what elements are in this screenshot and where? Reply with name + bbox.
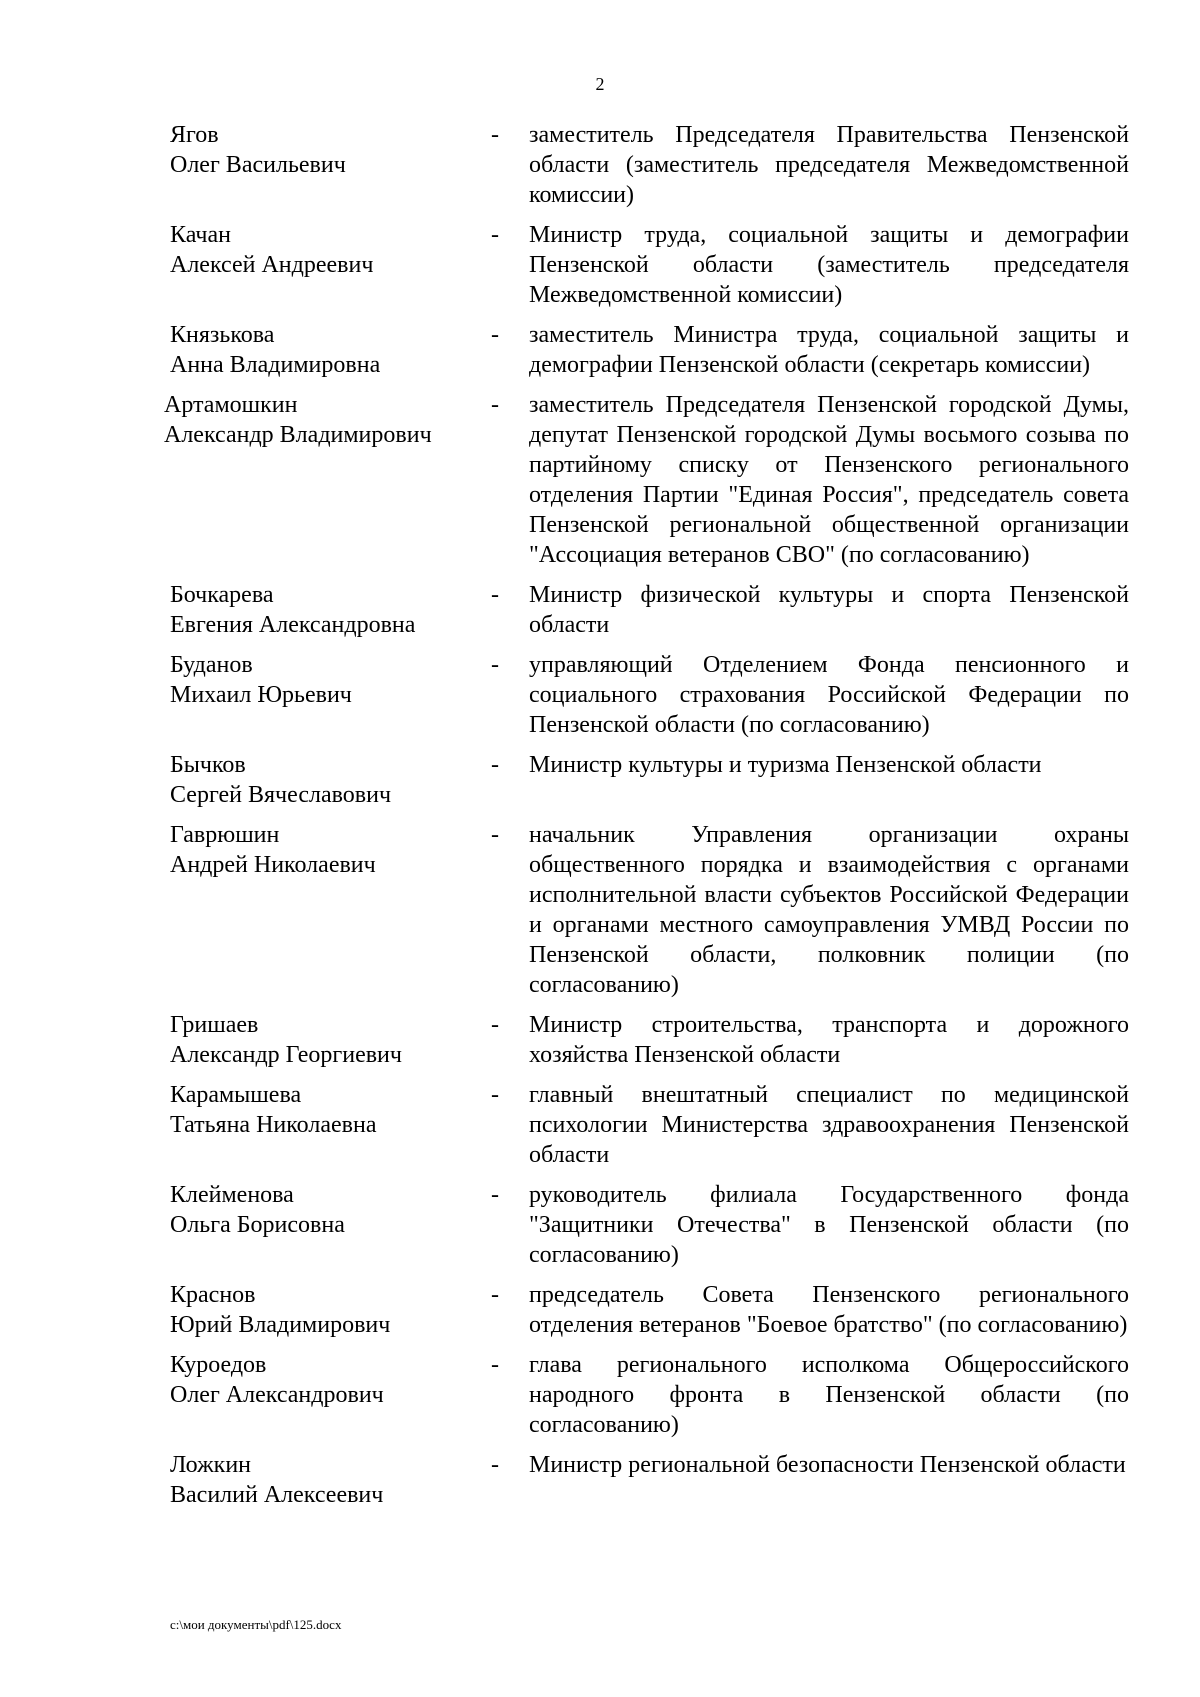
member-role: начальник Управления организации охраны общественного порядка и взаимодействия с органами исполнительной власти субъектов Российской Федерации и органами местного самоуправления УМВД России по Пензенской области, полковник полиции (по согласованию): [529, 822, 1129, 998]
member-role: Министр культуры и туризма Пензенской области: [529, 752, 1042, 778]
member-role: Министр региональной безопасности Пензенской области: [529, 1452, 1126, 1478]
member-row: [170, 320, 1130, 380]
member-dash: -: [491, 1352, 499, 1378]
member-surname: Князькова: [170, 322, 275, 348]
member-row: [170, 1450, 1130, 1510]
member-name: [170, 580, 490, 640]
member-given-names: Ольга Борисовна: [170, 1212, 345, 1238]
member-dash: -: [491, 1282, 499, 1308]
member-surname: Буданов: [170, 652, 253, 678]
member-row: [170, 650, 1130, 740]
member-name: [170, 220, 490, 280]
member-given-names: Михаил Юрьевич: [170, 682, 352, 708]
member-given-names: Алексей Андреевич: [170, 252, 374, 278]
member-given-names: Андрей Николаевич: [170, 852, 376, 878]
member-row: [164, 390, 1130, 570]
member-given-names: Татьяна Николаевна: [170, 1112, 377, 1138]
member-list: [164, 120, 1130, 1520]
member-name: [170, 1180, 490, 1240]
member-name: [170, 120, 490, 180]
member-name: [170, 1080, 490, 1140]
member-surname: Качан: [170, 222, 231, 248]
member-surname: Карамышева: [170, 1082, 302, 1108]
member-row: [170, 1180, 1130, 1270]
member-row: [170, 1350, 1130, 1440]
page-number: 2: [595, 74, 605, 94]
member-name: [170, 750, 490, 810]
member-dash: -: [491, 392, 499, 418]
member-dash: -: [491, 222, 499, 248]
member-dash: -: [491, 822, 499, 848]
member-row: [170, 820, 1130, 1000]
member-dash: -: [491, 1182, 499, 1208]
member-dash: -: [491, 322, 499, 348]
member-name: [170, 650, 490, 710]
member-dash: -: [491, 582, 499, 608]
member-dash: -: [491, 1452, 499, 1478]
member-given-names: Сергей Вячеславович: [170, 782, 392, 808]
member-surname: Ягов: [170, 122, 219, 148]
member-surname: Краснов: [170, 1282, 256, 1308]
member-role: глава регионального исполкома Общероссийского народного фронта в Пензенской области (по согласованию): [529, 1352, 1129, 1438]
member-given-names: Юрий Владимирович: [170, 1312, 391, 1338]
member-surname: Клейменова: [170, 1182, 294, 1208]
member-name: [170, 820, 490, 880]
member-surname: Артамошкин: [164, 392, 298, 418]
member-row: [170, 220, 1130, 310]
member-given-names: Анна Владимировна: [170, 352, 381, 378]
member-dash: -: [491, 652, 499, 678]
member-surname: Куроедов: [170, 1352, 267, 1378]
member-row: [170, 580, 1130, 640]
member-surname: Гаврюшин: [170, 822, 280, 848]
member-dash: -: [491, 1082, 499, 1108]
member-dash: -: [491, 1012, 499, 1038]
member-role: управляющий Отделением Фонда пенсионного и социального страхования Российской Федерации по Пензенской области (по согласованию): [529, 652, 1129, 738]
member-name: [170, 1010, 490, 1070]
member-given-names: Василий Алексеевич: [170, 1482, 384, 1508]
member-role: Министр физической культуры и спорта Пензенской области: [529, 582, 1129, 638]
footer-file-path: c:\мои документы\pdf\125.docx: [170, 1617, 342, 1632]
member-row: [170, 750, 1130, 810]
member-row: [170, 1010, 1130, 1070]
member-name: [170, 1280, 490, 1340]
member-role: заместитель Председателя Правительства Пензенской области (заместитель председателя Межведомственной комиссии): [529, 122, 1129, 208]
member-row: [170, 1080, 1130, 1170]
member-given-names: Александр Георгиевич: [170, 1042, 402, 1068]
member-role: председатель Совета Пензенского регионального отделения ветеранов "Боевое братство" (по согласованию): [529, 1282, 1129, 1338]
member-dash: -: [491, 122, 499, 148]
member-name: [170, 1450, 490, 1510]
member-surname: Бочкарева: [170, 582, 274, 608]
member-surname: Гришаев: [170, 1012, 259, 1038]
member-role: Министр строительства, транспорта и дорожного хозяйства Пензенской области: [529, 1012, 1129, 1068]
member-given-names: Евгения Александровна: [170, 612, 416, 638]
member-role: заместитель Министра труда, социальной защиты и демографии Пензенской области (секретарь комиссии): [529, 322, 1129, 378]
member-dash: -: [491, 752, 499, 778]
member-name: [170, 1350, 490, 1410]
member-name: [164, 390, 490, 450]
member-row: [170, 120, 1130, 210]
member-row: [170, 1280, 1130, 1340]
member-role: заместитель Председателя Пензенской городской Думы, депутат Пензенской городской Думы восьмого созыва по партийному списку от Пензенского регионального отделения Партии "Единая Россия", председатель совета Пензенской региональной общественной организации "Ассоциация ветеранов СВО" (по согласованию): [529, 392, 1129, 568]
member-given-names: Олег Александрович: [170, 1382, 384, 1408]
member-surname: Ложкин: [170, 1452, 252, 1478]
member-given-names: Олег Васильевич: [170, 152, 346, 178]
member-role: главный внештатный специалист по медицинской психологии Министерства здравоохранения Пензенской области: [529, 1082, 1129, 1168]
member-surname: Бычков: [170, 752, 246, 778]
member-name: [170, 320, 490, 380]
member-role: руководитель филиала Государственного фонда "Защитники Отечества" в Пензенской области (по согласованию): [529, 1182, 1129, 1268]
member-given-names: Александр Владимирович: [164, 422, 432, 448]
member-role: Министр труда, социальной защиты и демографии Пензенской области (заместитель председателя Межведомственной комиссии): [529, 222, 1129, 308]
